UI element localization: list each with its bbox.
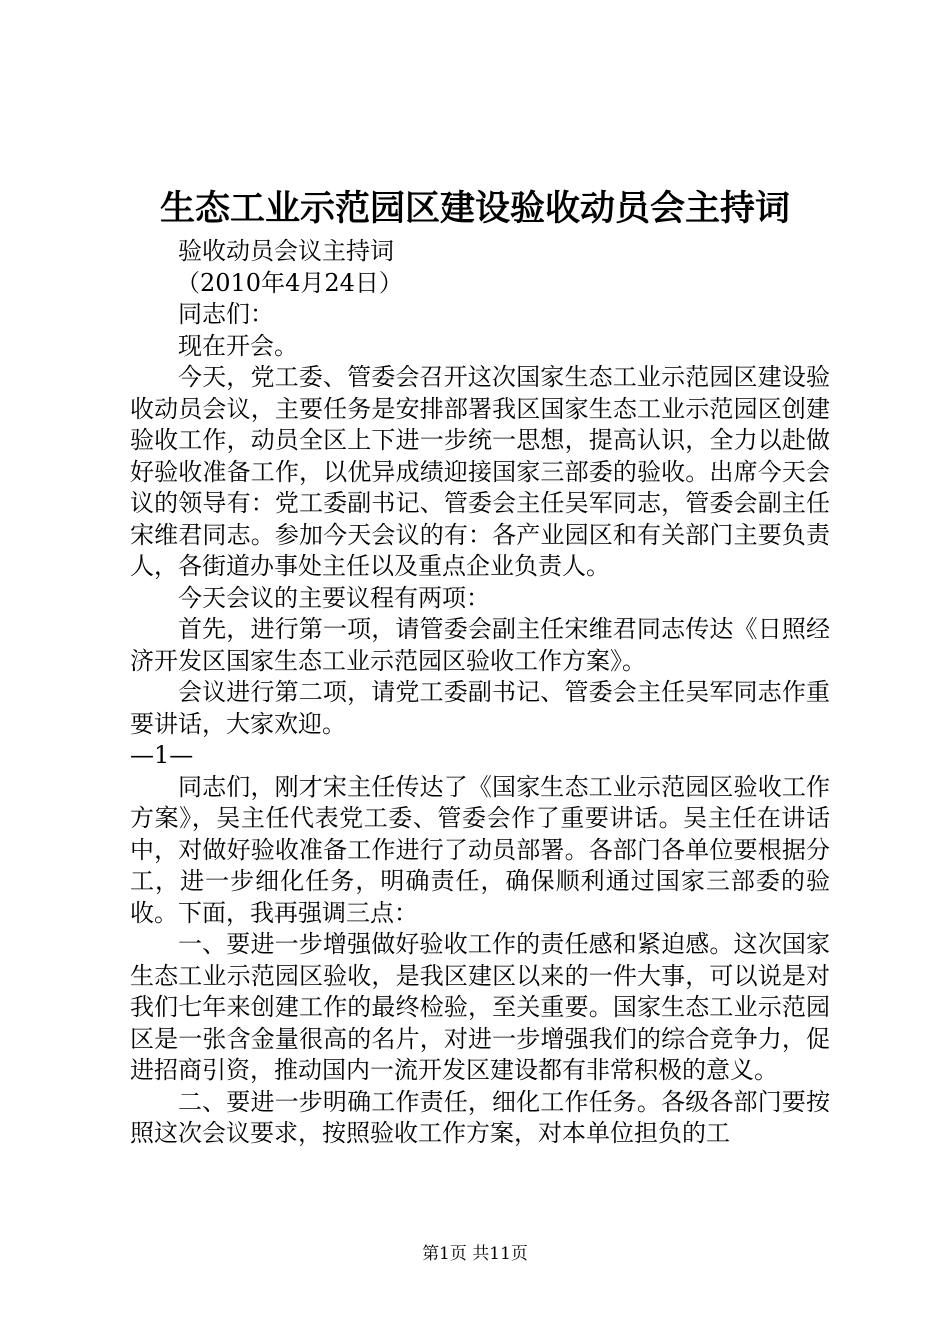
subtitle-paragraph: 验收动员会议主持词 [178,237,394,265]
point-1-paragraph: 一、要进一步增强做好验收工作的责任感和紧迫感。这次国家生态工业示范园区验收，是我区建区以来的一件大事，可以说是对我们七年来创建工作的最终检验，至关重要。国家生态工业示范园区是一张含金量很高的名片，对进一步增强我们的综合竞争力，促进招商引资，推动国内一流开发区建设都有非常积极的意义。 [130,930,830,1084]
point-2-paragraph: 二、要进一步明确工作责任，细化工作任务。各级各部门要按照这次会议要求，按照验收工作方案，对本单位担负的工 [130,1087,830,1147]
opening-paragraph: 现在开会。 [178,331,298,360]
page-footer: 第1页 共11页 [422,1244,528,1264]
document-body [130,236,830,1150]
agenda-item-1-paragraph: 首先，进行第一项，请管委会副主任宋维君同志传达《日照经济开发区国家生态工业示范园区验收工作方案》。 [130,615,830,675]
inline-page-number: —1— [130,741,194,769]
document-title: 生态工业示范园区建设验收动员会主持词 [159,188,790,229]
date-paragraph: （2010年4月24日） [176,268,403,297]
summary-paragraph: 同志们，刚才宋主任传达了《国家生态工业示范园区验收工作方案》，吴主任代表党工委、管委会作了重要讲话。吴主任在讲话中，对做好验收准备工作进行了动员部署。各部门各单位要根据分工，进一步细化任务，明确责任，确保顺利通过国家三部委的验收。下面，我再强调三点： [130,772,830,927]
agenda-paragraph: 今天会议的主要议程有两项： [178,583,490,612]
agenda-item-2-paragraph: 会议进行第二项，请党工委副书记、管委会主任吴军同志作重要讲话，大家欢迎。 [130,678,830,738]
salutation-paragraph: 同志们： [178,300,274,328]
intro-paragraph: 今天，党工委、管委会召开这次国家生态工业示范园区建设验收动员会议，主要任务是安排部署我区国家生态工业示范园区创建验收工作，动员全区上下进一步统一思想，提高认识，全力以赴做好验收准备工作，以优异成绩迎接国家三部委的验收。出席今天会议的领导有：党工委副书记、管委会主任吴军同志，管委会副主任宋维君同志。参加今天会议的有：各产业园区和有关部门主要负责人，各街道办事处主任以及重点企业负责人。 [130,363,830,580]
